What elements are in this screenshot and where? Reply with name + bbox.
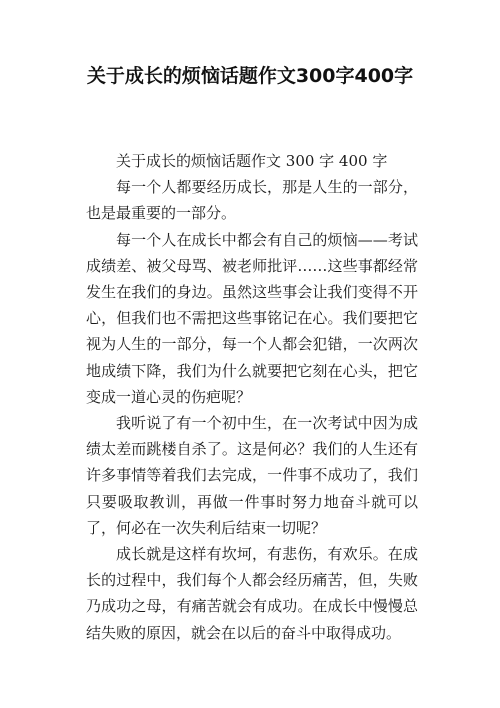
document-title: 关于成长的烦恼话题作文300字400字 xyxy=(86,65,414,87)
paragraph: 成长就是这样有坎坷，有悲伤，有欢乐。在成长的过程中，我们每个人都会经历痛苦，但，失败乃成功之母，有痛苦就会有成功。在成长中慢慢总结失败的原因，就会在以后的奋斗中取得成功。 xyxy=(86,545,418,642)
paragraph-subtitle: 关于成长的烦恼话题作文 300 字 400 字 xyxy=(116,152,388,170)
document-body xyxy=(86,148,418,646)
paragraph: 每一个人在成长中都会有自己的烦恼——考试成绩差、被父母骂、被老师批评……这些事都经常发生在我们的身边。虽然这些事会让我们变得不开心，但我们也不需把这些事铭记在心。我们要把它视为人生的一部分，每一个人都会犯错，一次两次地成绩下降，我们为什么就要把它刻在心头，把它变成一道心灵的伤疤呢？ xyxy=(86,230,418,406)
paragraph: 我听说了有一个初中生，在一次考试中因为成绩太差而跳楼自杀了。这是何必？我们的人生还有许多事情等着我们去完成，一件事不成功了，我们只要吸取教训，再做一件事时努力地奋斗就可以了，何必在一次失利后结束一切呢？ xyxy=(86,414,418,537)
paragraph: 每一个人都要经历成长，那是人生的一部分，也是最重要的一部分。 xyxy=(86,178,418,223)
